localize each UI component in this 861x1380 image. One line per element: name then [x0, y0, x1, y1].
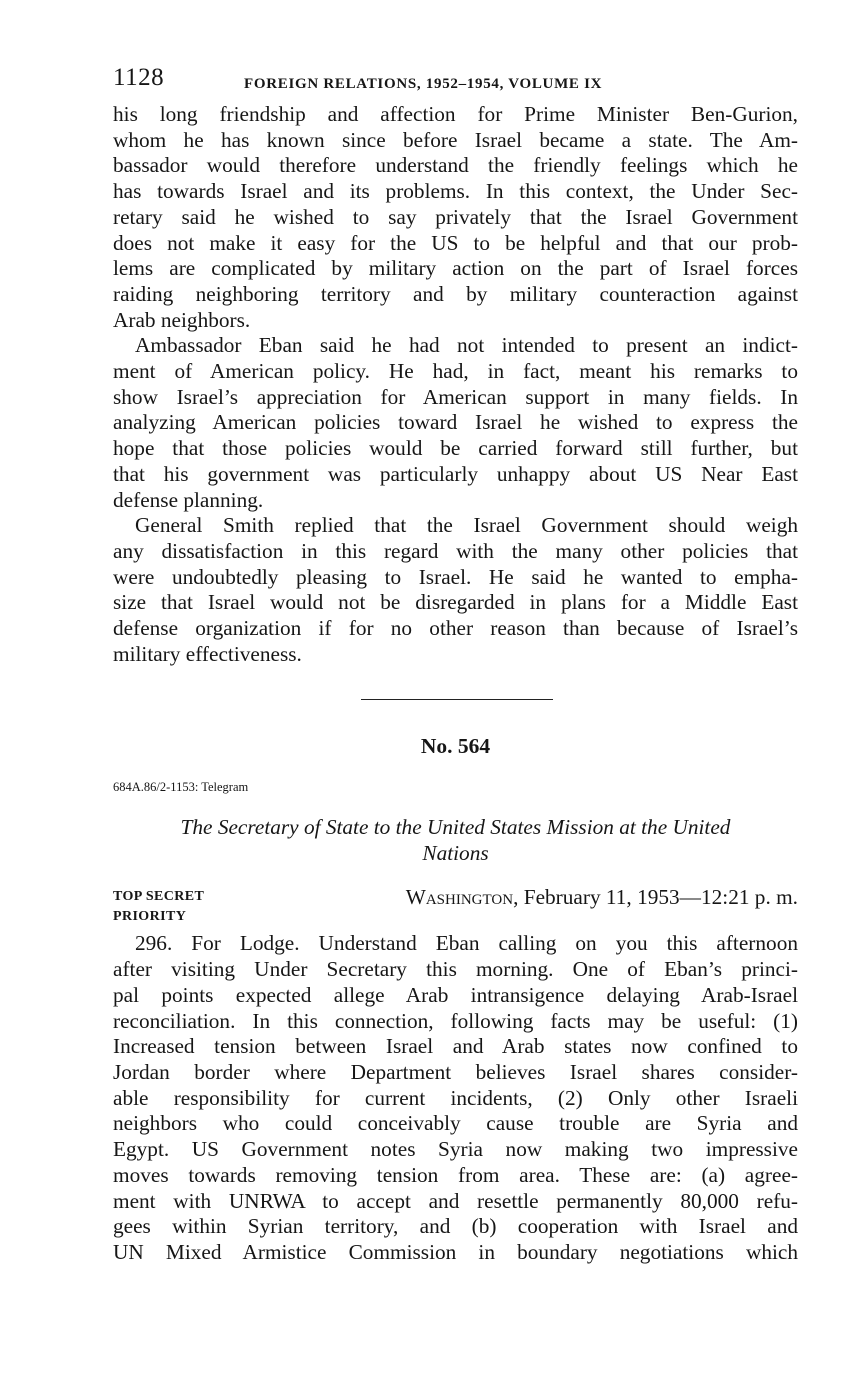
text-line: analyzing American policies toward Israel he wished to express the — [113, 410, 798, 435]
paragraph-3 — [113, 513, 798, 667]
text-line: Ambassador Eban said he had not intended to present an indict- — [135, 333, 798, 358]
text-line: ment of American policy. He had, in fact, meant his remarks to — [113, 359, 798, 384]
dateline-date: , February 11, 1953—12:21 p. m. — [513, 885, 798, 910]
document-title-line: Nations — [422, 840, 489, 865]
text-line: ment with UNRWA to accept and resettle permanently 80,000 refu- — [113, 1188, 798, 1213]
text-line: bassador would therefore understand the friendly feelings which he — [113, 153, 798, 178]
text-line: moves towards removing tension from area. These are: (a) agree- — [113, 1162, 798, 1187]
text-line: defense planning. — [113, 487, 264, 512]
text-line: lems are complicated by military action on the part of Israel forces — [113, 256, 798, 281]
text-line: Jordan border where Department believes Israel shares consider- — [113, 1059, 798, 1084]
text-line: Egypt. US Government notes Syria now making two impressive — [113, 1137, 798, 1162]
running-head — [113, 62, 798, 102]
text-line: military effectiveness. — [113, 641, 302, 666]
text-line: 296. For Lodge. Understand Eban calling on you this afternoon — [135, 931, 798, 956]
paragraph-2 — [113, 333, 798, 513]
dateline-block — [113, 885, 798, 931]
dateline-place: Washington — [405, 885, 514, 910]
document-page — [113, 62, 798, 1266]
text-line: hope that those policies would be carried forward still further, but — [113, 436, 798, 461]
text-line: size that Israel would not be disregarded in plans for a Middle East — [113, 590, 798, 615]
text-line: whom he has known since before Israel became a state. The Am- — [113, 127, 798, 152]
text-line: after visiting Under Secretary this morning. One of Eban’s princi- — [113, 957, 798, 982]
text-line: raiding neighboring territory and by military counteraction against — [113, 281, 798, 306]
text-line: reconciliation. In this connection, following facts may be useful: (1) — [113, 1008, 798, 1033]
file-reference: 684A.86/2-1153: Telegram — [113, 780, 249, 795]
text-line: UN Mixed Armistice Commission in boundary negotiations which — [113, 1239, 798, 1264]
text-line: that his government was particularly unhappy about US Near East — [113, 461, 798, 486]
telegram-body — [113, 931, 798, 1265]
text-line: his long friendship and affection for Prime Minister Ben-Gurion, — [113, 102, 798, 126]
text-line: Increased tension between Israel and Arab states now confined to — [113, 1034, 798, 1059]
text-line: defense organization if for no other reason than because of Israel’s — [113, 616, 798, 641]
priority-label: PRIORITY — [113, 909, 187, 925]
text-line: has towards Israel and its problems. In this context, the Under Sec- — [113, 179, 798, 204]
text-line: pal points expected allege Arab intransigence delaying Arab-Israel — [113, 982, 798, 1007]
text-line: General Smith replied that the Israel Government should weigh — [135, 513, 798, 538]
text-line: able responsibility for current incidents, (2) Only other Israeli — [113, 1085, 798, 1110]
text-line: were undoubtedly pleasing to Israel. He said he wanted to empha- — [113, 564, 798, 589]
running-head-title: FOREIGN RELATIONS, 1952–1954, VOLUME IX — [244, 76, 603, 92]
text-line: gees within Syrian territory, and (b) cooperation with Israel and — [113, 1214, 798, 1239]
text-line: any dissatisfaction in this regard with the many other policies that — [113, 538, 798, 563]
page-number: 1128 — [113, 64, 165, 91]
text-line: show Israel’s appreciation for American support in many fields. In — [113, 384, 798, 409]
document-number: No. 564 — [420, 734, 491, 759]
dateline — [406, 885, 798, 909]
text-line: retary said he wished to say privately that the Israel Government — [113, 204, 798, 229]
classification-block — [113, 887, 204, 927]
section-divider — [361, 699, 553, 700]
classification-label: TOP SECRET — [113, 889, 205, 905]
document-title — [113, 815, 798, 866]
document-title-line: The Secretary of State to the United States Mission at the United — [180, 815, 731, 840]
text-line: Arab neighbors. — [113, 307, 251, 332]
text-line: neighbors who could conceivably cause trouble are Syria and — [113, 1111, 798, 1136]
paragraph-1 — [113, 102, 798, 333]
text-line: does not make it easy for the US to be helpful and that our prob- — [113, 230, 798, 255]
